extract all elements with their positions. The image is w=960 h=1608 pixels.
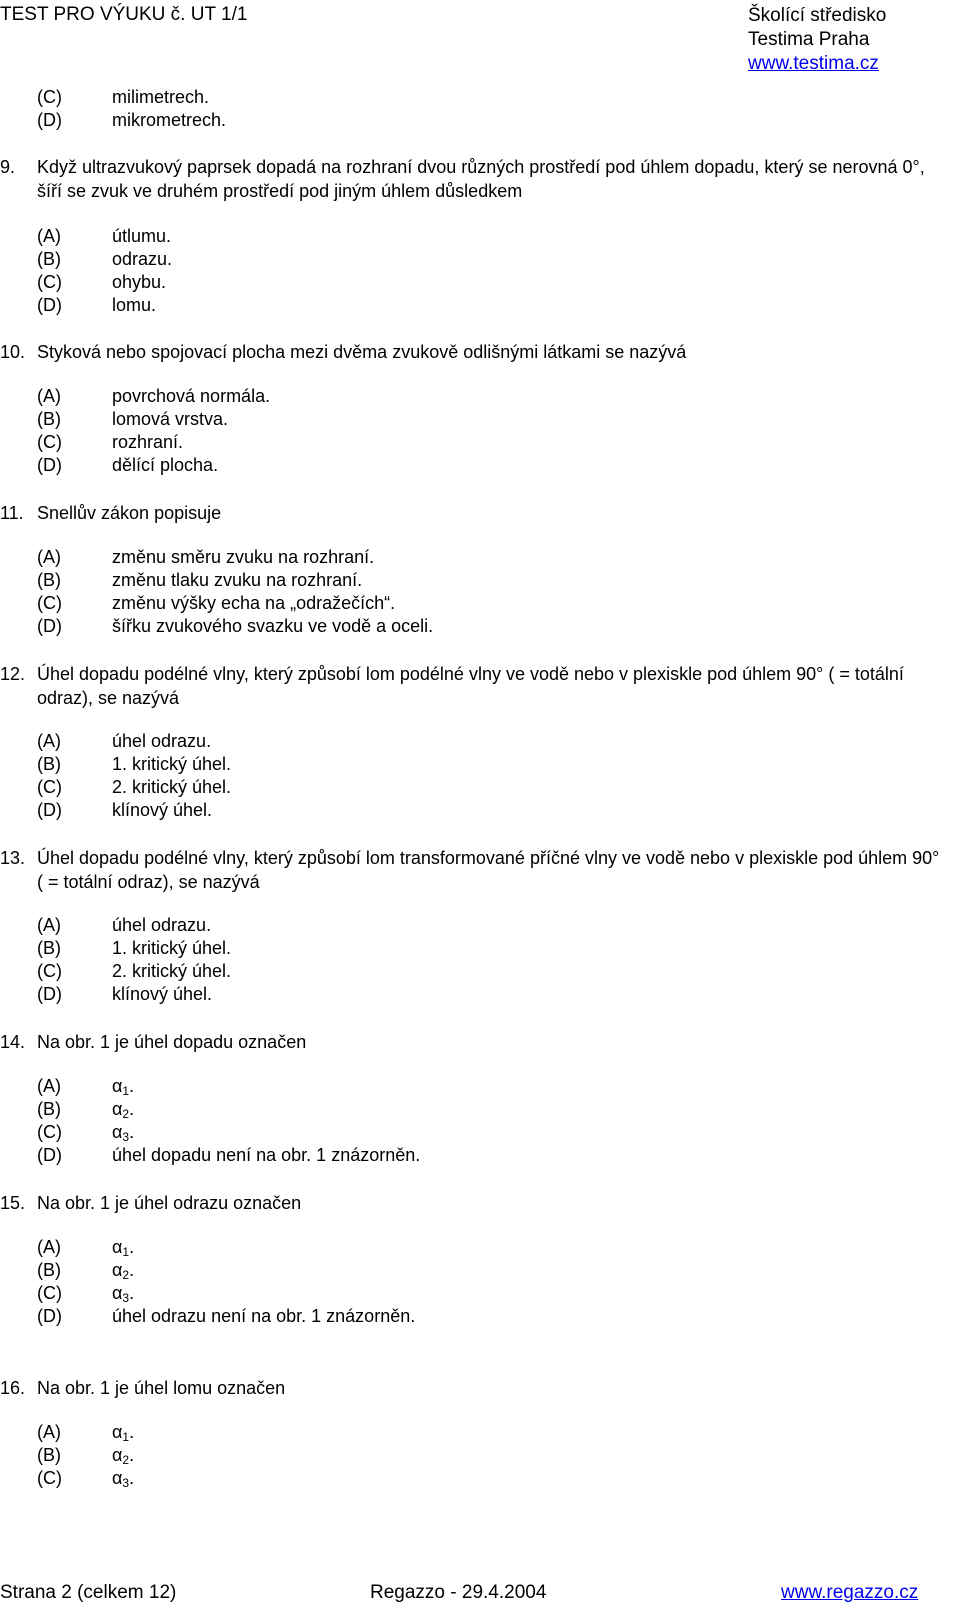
option-label: (C) <box>37 87 62 107</box>
question <box>0 340 950 364</box>
page-number: Strana 2 (celkem 12) <box>0 1582 177 1603</box>
answer-option <box>37 407 228 431</box>
question-text: Na obr. 1 je úhel dopadu označen <box>37 1032 307 1052</box>
option-label: (C) <box>37 272 62 292</box>
answer-option <box>37 1466 134 1490</box>
document-title: TEST PRO VÝUKU č. UT 1/1 <box>0 4 248 25</box>
answer-option <box>37 430 183 454</box>
answer-option <box>37 293 156 317</box>
option-subscript: 2 <box>122 1268 130 1282</box>
org-city: Testima Praha <box>748 29 870 50</box>
option-suffix: . <box>129 1422 135 1442</box>
option-label: (B) <box>37 1099 61 1119</box>
option-text: lomu. <box>112 295 157 315</box>
option-label: (A) <box>37 226 61 246</box>
option-label: (A) <box>37 1422 61 1442</box>
answer-option <box>37 936 231 960</box>
option-text: rozhraní. <box>112 432 184 452</box>
answer-option <box>37 1304 415 1328</box>
option-subscript: 1 <box>122 1430 130 1444</box>
option-label: (B) <box>37 938 61 958</box>
option-label: (D) <box>37 110 62 130</box>
option-label: (A) <box>37 1237 61 1257</box>
option-subscript: 2 <box>122 1107 130 1121</box>
option-subscript: 2 <box>122 1453 130 1467</box>
option-text: povrchová normála. <box>112 386 271 406</box>
regazzo-link[interactable]: www.regazzo.cz <box>781 1582 919 1603</box>
option-text: odrazu. <box>112 249 173 269</box>
option-label: (B) <box>37 1260 61 1280</box>
option-label: (C) <box>37 432 62 452</box>
option-label: (C) <box>37 777 62 797</box>
answer-option <box>37 108 226 132</box>
option-text: α <box>112 1099 123 1119</box>
option-text: milimetrech. <box>112 87 210 107</box>
question <box>0 846 950 894</box>
answer-option <box>37 1143 420 1167</box>
option-suffix: . <box>129 1260 135 1280</box>
answer-option <box>37 959 231 983</box>
option-suffix: . <box>129 1076 135 1096</box>
answer-option <box>37 1258 134 1282</box>
option-text: α <box>112 1237 123 1257</box>
option-text: α <box>112 1260 123 1280</box>
answer-option <box>37 752 231 776</box>
option-label: (A) <box>37 731 61 751</box>
option-text: α <box>112 1422 123 1442</box>
question-text: Úhel dopadu podélné vlny, který způsobí lom podélné vlny ve vodě nebo v plexiskle pod úhlem 90° ( = totální odraz), se nazývá <box>37 664 904 708</box>
option-label: (B) <box>37 754 61 774</box>
option-label: (C) <box>37 1122 62 1142</box>
question-text: Snellův zákon popisuje <box>37 503 222 523</box>
option-text: dělící plocha. <box>112 455 219 475</box>
answer-option <box>37 982 212 1006</box>
option-label: (B) <box>37 570 61 590</box>
answer-option <box>37 545 374 569</box>
question-number: 10. <box>0 342 26 362</box>
answer-option <box>37 775 231 799</box>
option-text: α <box>112 1076 123 1096</box>
question-number: 9. <box>0 157 16 177</box>
option-suffix: . <box>129 1445 135 1465</box>
option-label: (B) <box>37 249 61 269</box>
answer-option <box>37 1420 134 1444</box>
question-text: Na obr. 1 je úhel odrazu označen <box>37 1193 302 1213</box>
option-text: změnu výšky echa na „odražečích“. <box>112 593 396 613</box>
option-label: (D) <box>37 455 62 475</box>
footer-author-date: Regazzo - 29.4.2004 <box>370 1582 547 1603</box>
question <box>0 1376 950 1400</box>
option-label: (D) <box>37 616 62 636</box>
option-label: (A) <box>37 915 61 935</box>
option-suffix: . <box>129 1283 135 1303</box>
answer-option <box>37 568 362 592</box>
option-label: (C) <box>37 1283 62 1303</box>
question-text: Styková nebo spojovací plocha mezi dvěma zvukově odlišnými látkami se nazývá <box>37 342 687 362</box>
option-text: úhel dopadu není na obr. 1 znázorněn. <box>112 1145 421 1165</box>
option-suffix: . <box>129 1122 135 1142</box>
question <box>0 155 950 203</box>
option-text: úhel odrazu není na obr. 1 znázorněn. <box>112 1306 416 1326</box>
question <box>0 1030 950 1054</box>
option-label: (D) <box>37 295 62 315</box>
question <box>0 1191 950 1215</box>
answer-option <box>37 85 209 109</box>
answer-option <box>37 224 171 248</box>
answer-option <box>37 729 211 753</box>
option-text: změnu směru zvuku na rozhraní. <box>112 547 375 567</box>
option-suffix: . <box>129 1099 135 1119</box>
question-text: Na obr. 1 je úhel lomu označen <box>37 1378 286 1398</box>
option-label: (C) <box>37 593 62 613</box>
option-label: (D) <box>37 1145 62 1165</box>
header-organization <box>748 4 886 76</box>
option-subscript: 3 <box>122 1291 130 1305</box>
option-text: 1. kritický úhel. <box>112 938 232 958</box>
answer-option <box>37 1443 134 1467</box>
question-number: 11. <box>0 503 24 523</box>
answer-option <box>37 1281 134 1305</box>
option-text: klínový úhel. <box>112 800 213 820</box>
testima-link[interactable]: www.testima.cz <box>748 53 879 74</box>
option-suffix: . <box>129 1468 135 1488</box>
option-label: (D) <box>37 984 62 1004</box>
org-name: Školící středisko <box>748 5 887 26</box>
option-text: α <box>112 1283 123 1303</box>
option-label: (A) <box>37 1076 61 1096</box>
option-subscript: 1 <box>122 1084 130 1098</box>
question-text: Když ultrazvukový paprsek dopadá na rozhraní dvou různých prostředí pod úhlem dopadu, který se nerovná 0°, šíří se zvuk ve druhém prostředí pod jiným úhlem důsledkem <box>37 157 925 201</box>
option-text: šířku zvukového svazku ve vodě a oceli. <box>112 616 434 636</box>
question <box>0 662 950 710</box>
option-text: klínový úhel. <box>112 984 213 1004</box>
answer-option <box>37 1097 134 1121</box>
question-number: 14. <box>0 1032 26 1052</box>
answer-option <box>37 913 211 937</box>
question-number: 16. <box>0 1378 26 1398</box>
answer-option <box>37 247 172 271</box>
answer-option <box>37 1074 134 1098</box>
option-label: (B) <box>37 1445 61 1465</box>
option-text: lomová vrstva. <box>112 409 229 429</box>
option-subscript: 1 <box>122 1245 130 1259</box>
option-subscript: 3 <box>122 1130 130 1144</box>
option-label: (A) <box>37 547 61 567</box>
question-text: Úhel dopadu podélné vlny, který způsobí lom transformované příčné vlny ve vodě nebo v plexiskle pod úhlem 90° ( = totální odraz), se nazývá <box>37 848 940 892</box>
option-suffix: . <box>129 1237 135 1257</box>
option-text: 2. kritický úhel. <box>112 777 232 797</box>
answer-option <box>37 270 166 294</box>
question-number: 12. <box>0 664 26 684</box>
option-text: úhel odrazu. <box>112 915 212 935</box>
option-text: útlumu. <box>112 226 172 246</box>
answer-option <box>37 614 433 638</box>
option-label: (C) <box>37 1468 62 1488</box>
question-number: 13. <box>0 848 26 868</box>
option-text: ohybu. <box>112 272 167 292</box>
option-label: (D) <box>37 800 62 820</box>
option-subscript: 3 <box>122 1476 130 1490</box>
option-text: α <box>112 1122 123 1142</box>
option-text: 2. kritický úhel. <box>112 961 232 981</box>
answer-option <box>37 591 395 615</box>
answer-option <box>37 1120 134 1144</box>
answer-option <box>37 1235 134 1259</box>
option-text: α <box>112 1445 123 1465</box>
answer-option <box>37 798 212 822</box>
option-text: úhel odrazu. <box>112 731 212 751</box>
option-label: (C) <box>37 961 62 981</box>
option-text: 1. kritický úhel. <box>112 754 232 774</box>
option-text: α <box>112 1468 123 1488</box>
question-number: 15. <box>0 1193 26 1213</box>
option-label: (B) <box>37 409 61 429</box>
answer-option <box>37 384 270 408</box>
option-text: změnu tlaku zvuku na rozhraní. <box>112 570 363 590</box>
option-label: (A) <box>37 386 61 406</box>
option-text: mikrometrech. <box>112 110 227 130</box>
answer-option <box>37 453 218 477</box>
question <box>0 501 950 525</box>
option-label: (D) <box>37 1306 62 1326</box>
